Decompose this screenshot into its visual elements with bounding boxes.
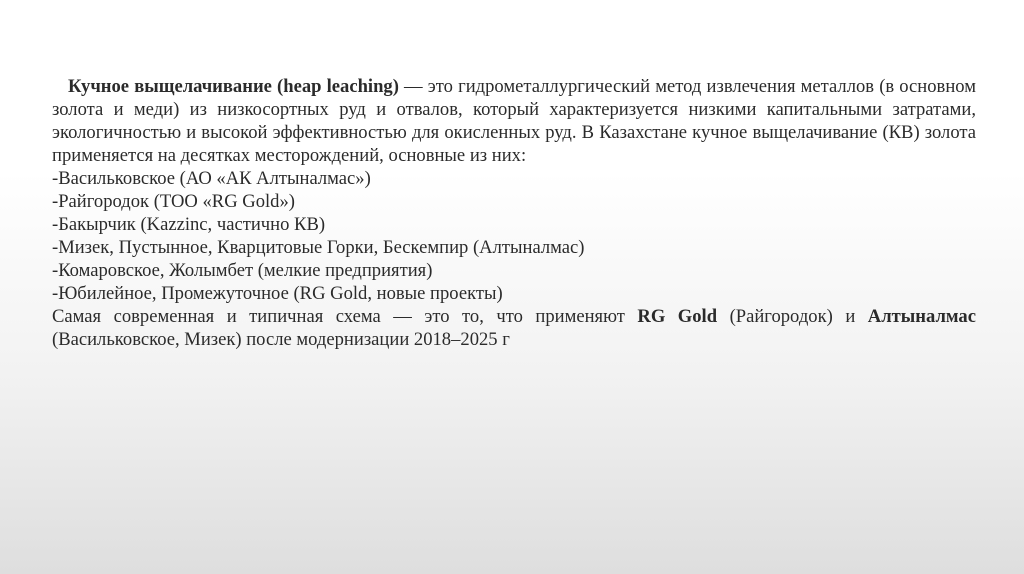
list-item: -Васильковское (АО «АК Алтыналмас») [52, 168, 371, 189]
conclusion-text-3: (Васильковское, Мизек) после модернизации 2018–2025 г [52, 329, 510, 350]
list-item: -Райгородок (ТОО «RG Gold») [52, 191, 295, 212]
slide-text-block [52, 75, 976, 351]
list-item: -Мизек, Пустынное, Кварцитовые Горки, Бескемпир (Алтыналмас) [52, 237, 585, 258]
company-rg-gold: RG Gold [637, 306, 718, 327]
conclusion-text-1: Самая современная и типичная схема — это то, что применяют [52, 306, 638, 327]
intro-term: Кучное выщелачивание (heap leaching) [68, 76, 399, 97]
intro-paragraph [52, 75, 976, 167]
list-item: -Бакырчик (Kazzinc, частично КВ) [52, 214, 326, 235]
conclusion-text-2: (Райгородок) и [717, 306, 868, 327]
company-altynalmas: Алтыналмас [867, 306, 976, 327]
conclusion-paragraph [52, 305, 976, 351]
list-item: -Комаровское, Жолымбет (мелкие предприятия) [52, 260, 433, 281]
list-item: -Юбилейное, Промежуточное (RG Gold, новые проекты) [52, 283, 503, 304]
deposit-list [52, 167, 976, 305]
intro-text: — это гидрометаллургический метод извлечения металлов (в основном золота и меди) из низкосортных руд и отвалов, который характеризуется низкими капитальными затратами, экологичностью и высокой эффективностью для окисленных руд. В Казахстане кучное выщелачивание (КВ) золота применяется на десятках месторождений, основные из них: [52, 76, 976, 166]
